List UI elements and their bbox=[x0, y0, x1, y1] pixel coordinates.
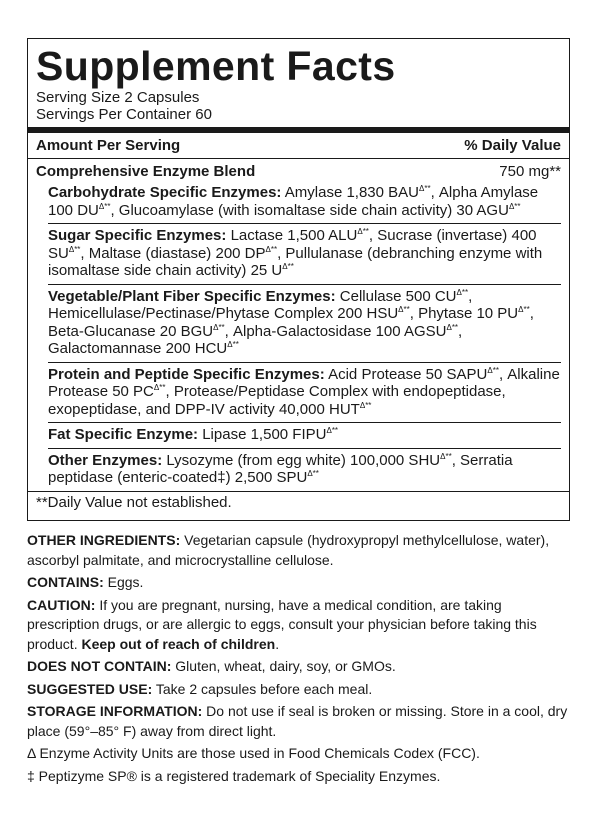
divider-thick bbox=[28, 127, 569, 133]
enzyme-unit-superscript: Δ** bbox=[440, 451, 452, 461]
enzyme-group bbox=[48, 422, 561, 448]
enzyme-group-text: Amylase 1,830 $BAU^{\Delta**}$, Alpha Amylase 100 $DU^{\Delta**}$, Glucoamylase (with isomaltase side chain activity) 30 $AGU^{\Delta**}$ bbox=[48, 184, 539, 219]
blend-row bbox=[36, 162, 561, 181]
panel-title: Supplement Facts bbox=[36, 43, 396, 89]
enzyme-unit-superscript: Δ** bbox=[419, 184, 431, 193]
enzyme-groups bbox=[36, 181, 561, 491]
enzyme-group-name: Protein and Peptide Specific Enzymes: bbox=[48, 365, 325, 383]
enzyme-group-text: Lipase 1,500 $FIPU^{\Delta**}$ bbox=[202, 426, 339, 443]
enzyme-unit-superscript: Δ** bbox=[98, 201, 111, 211]
enzyme-group-name: Fat Specific Enzyme: bbox=[48, 426, 199, 443]
storage-text: Do not use if seal is broken or missing. Store in a cool, dry place (59°–85° F) away from direct light. bbox=[27, 703, 568, 739]
enzyme-unit-superscript: Δ** bbox=[227, 340, 239, 349]
suggested-use-text: Take 2 capsules before each meal. bbox=[155, 680, 373, 697]
enzyme-group-text: Acid Protease 50 $SAPU^{\Delta**}$, Alkaline Protease 50 $PC^{\Delta**}$, Protease/Peptidase Complex with endopeptidase, exopeptidase, and DPP-IV activity 40,000 $HUT^{\Delta**}$ bbox=[48, 365, 560, 418]
contains-text: Eggs. bbox=[107, 574, 144, 590]
caution-label: CAUTION: bbox=[27, 596, 96, 613]
enzyme-group-text: Cellulase 500 $CU^{\Delta**}$, Hemicellulase/Pectinase/Phytase Complex 200 $HSU^{\Delta**}$, Phytase 10 $PU^{\Delta**}$, Beta-Glucanase 20 $BGU^{\Delta**}$, Alpha-Galactosidase 100 $AGSU^{\Delta**}$, Galactomannase 200 $HCU^{\Delta**}$ bbox=[48, 287, 534, 357]
enzyme-unit-superscript: Δ** bbox=[359, 400, 372, 410]
enzyme-unit-superscript: Δ** bbox=[68, 244, 81, 254]
enzyme-unit-superscript: Δ** bbox=[213, 322, 225, 332]
enzyme-unit-superscript: Δ** bbox=[357, 227, 369, 236]
does-not-contain-text: Gluten, wheat, dairy, soy, or GMOs. bbox=[175, 658, 396, 674]
daily-value-footnote: **Daily Value not established. bbox=[28, 491, 569, 514]
enzyme-group bbox=[48, 362, 561, 423]
other-ingredients-label: OTHER INGREDIENTS: bbox=[27, 532, 181, 548]
caution-end: . bbox=[275, 635, 280, 652]
enzyme-group-name: Sugar Specific Enzymes: bbox=[48, 227, 227, 244]
caution-bold: Keep out of reach of children bbox=[81, 635, 276, 652]
enzyme-unit-superscript: Δ** bbox=[282, 262, 294, 271]
enzyme-unit-superscript: Δ** bbox=[326, 426, 339, 435]
blend-name: Comprehensive Enzyme Blend bbox=[36, 163, 256, 180]
contains-label: CONTAINS: bbox=[27, 574, 104, 590]
enzyme-unit-superscript: Δ** bbox=[265, 244, 278, 254]
enzyme-unit-superscript: Δ** bbox=[487, 365, 499, 375]
enzyme-group-name: Other Enzymes: bbox=[48, 451, 163, 469]
storage-information bbox=[27, 702, 577, 741]
enzyme-group bbox=[48, 284, 561, 362]
enzyme-unit-superscript: Δ** bbox=[456, 287, 469, 297]
label-information bbox=[27, 531, 577, 789]
enzyme-group-text: Lactase 1,500 $ALU^{\Delta**}$, Sucrase (invertase) 400 $SU^{\Delta**}$, Maltase (diastase) 200 $DP^{\Delta**}$, Pullulanase (debranching enzyme with isomaltase side chain activity) 25 $U^{\Delta**}$ bbox=[48, 227, 543, 279]
delta-note: Δ Enzyme Activity Units are those used in Food Chemicals Codex (FCC). bbox=[27, 745, 480, 761]
caution-text: If you are pregnant, nursing, have a medical condition, are taking prescription drugs, or are allergic to eggs, consult your physician before taking this product. bbox=[27, 596, 537, 652]
amount-per-serving-label: Amount Per Serving bbox=[36, 137, 181, 154]
suggested-use-label: SUGGESTED USE: bbox=[27, 680, 153, 697]
enzyme-group-name: Vegetable/Plant Fiber Specific Enzymes: bbox=[48, 287, 336, 305]
storage-label: STORAGE INFORMATION: bbox=[27, 703, 203, 719]
other-ingredients bbox=[27, 531, 577, 570]
suggested-use bbox=[27, 680, 577, 700]
does-not-contain-label: DOES NOT CONTAIN: bbox=[27, 658, 172, 674]
enzyme-group bbox=[48, 448, 561, 491]
enzyme-group-name: Carbohydrate Specific Enzymes: bbox=[48, 184, 282, 201]
daily-value-label: % Daily Value bbox=[464, 137, 561, 154]
divider-thin bbox=[28, 158, 569, 159]
enzyme-unit-superscript: Δ** bbox=[508, 201, 521, 211]
does-not-contain bbox=[27, 657, 577, 677]
enzyme-unit-superscript: Δ** bbox=[398, 305, 410, 314]
enzyme-group-text: Lysozyme (from egg white) 100,000 $SHU^{\Delta**}$, Serratia peptidase (enteric-coated‡) 2,500 $SPU^{\Delta**}$ bbox=[48, 451, 513, 486]
enzyme-unit-superscript: Δ** bbox=[446, 322, 459, 332]
enzyme-unit-superscript: Δ** bbox=[307, 469, 319, 478]
blend-amount: 750 mg** bbox=[499, 163, 561, 180]
servings-per-container: Servings Per Container 60 bbox=[36, 106, 212, 123]
supplement-facts-panel bbox=[27, 38, 570, 521]
enzyme-unit-superscript: Δ** bbox=[153, 383, 166, 392]
contains bbox=[27, 573, 577, 593]
serving-size: Serving Size 2 Capsules bbox=[36, 89, 200, 106]
caution bbox=[27, 596, 577, 655]
column-header bbox=[36, 136, 561, 155]
other-ingredients-text: Vegetarian capsule (hydroxypropyl methylcellulose, water), ascorbyl palmitate, and microcrystalline cellulose. bbox=[27, 532, 550, 568]
enzyme-group bbox=[48, 223, 561, 284]
enzyme-unit-superscript: Δ** bbox=[518, 305, 530, 314]
enzyme-group bbox=[48, 181, 561, 223]
trademark-note: ‡ Peptizyme SP® is a registered trademark of Speciality Enzymes. bbox=[27, 767, 441, 784]
